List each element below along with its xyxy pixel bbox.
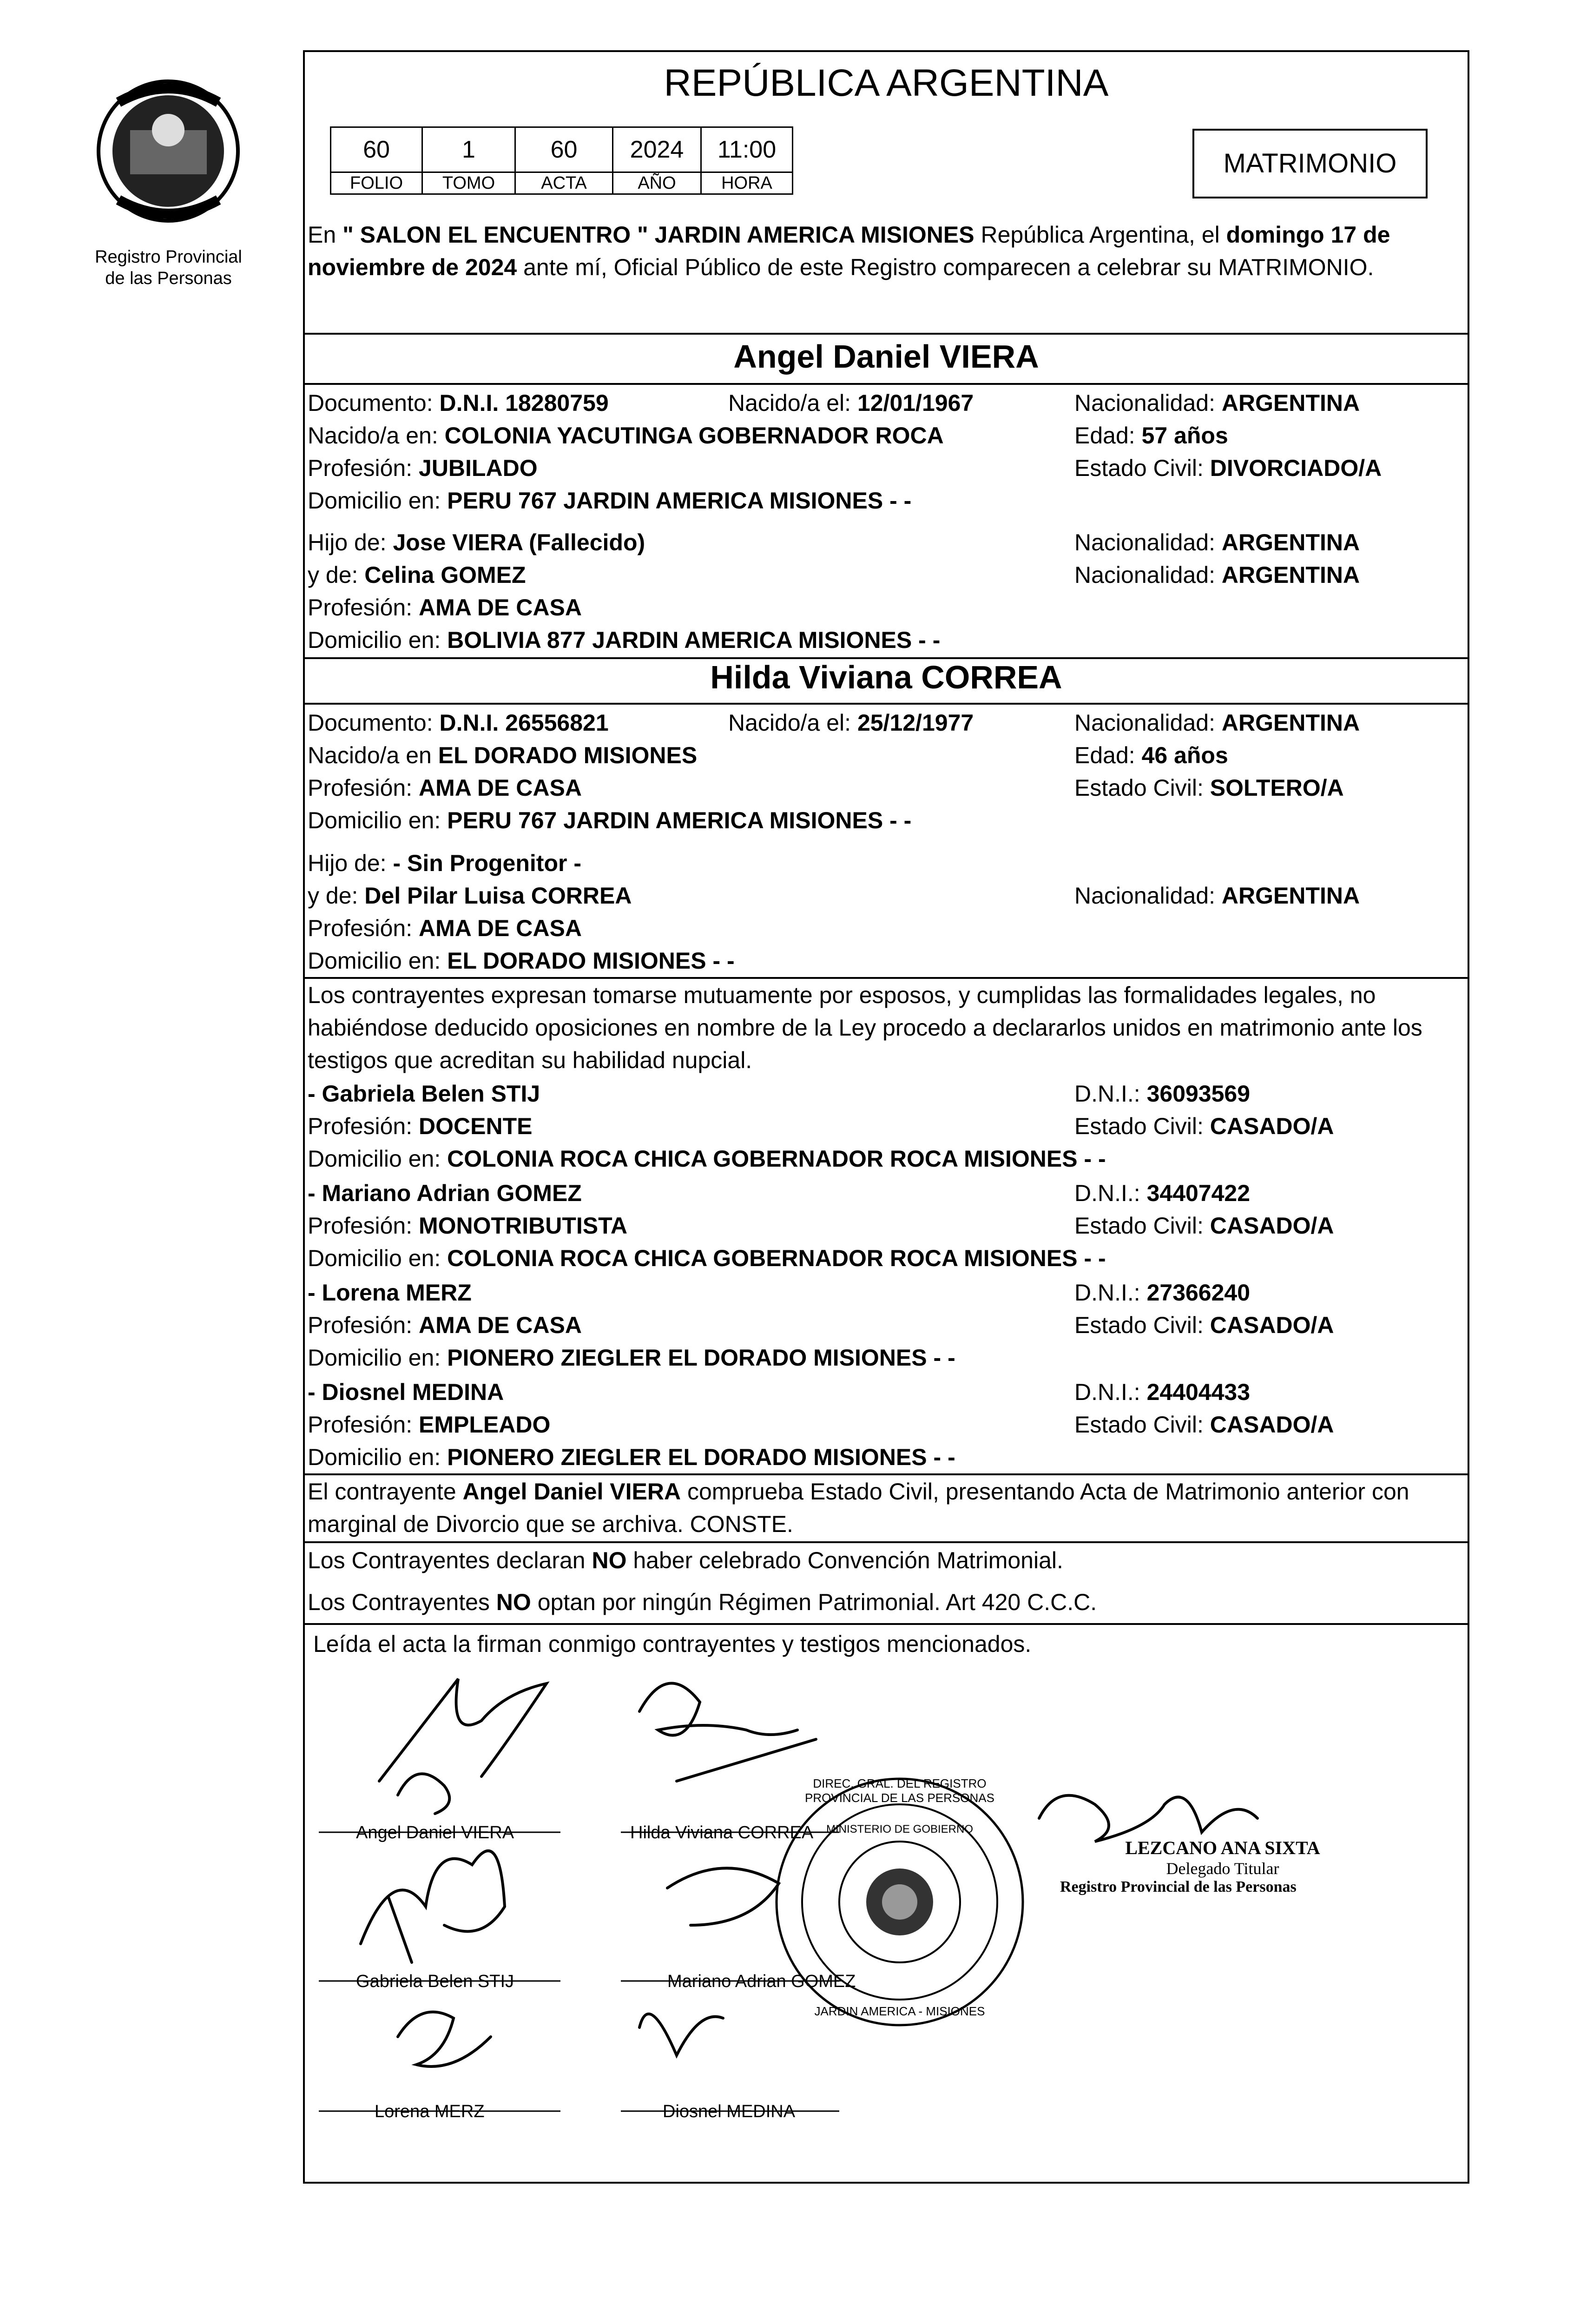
- note-text-2: comprueba Estado Civil, presentando Acta de Matrimonio anterior con marginal de Divorcio que se archiva. CONSTE.: [308, 1479, 1409, 1537]
- spouse1-row2: [308, 419, 1465, 452]
- spouse2-row3: [308, 772, 1465, 804]
- witness-profession: AMA DE CASA: [419, 1312, 582, 1338]
- marriage-certificate: [303, 50, 1469, 2184]
- label: Profesión:: [308, 1412, 419, 1438]
- ano-header: AÑO: [612, 172, 702, 195]
- spouse1-address: PERU 767 JARDIN AMERICA MISIONES - -: [447, 488, 912, 514]
- witness-civil-status: CASADO/A: [1210, 1213, 1334, 1239]
- spouse2-parents-profession: AMA DE CASA: [419, 915, 582, 941]
- spouse1-row6: [308, 559, 1465, 591]
- closing-statement: Leída el acta la firman conmigo contrayentes y testigos mencionados.: [313, 1631, 1032, 1657]
- intro-text-3: ante mí, Oficial Público de este Registro comparecen a celebrar su MATRIMONIO.: [517, 254, 1374, 280]
- spouse1-dni: D.N.I. 18280759: [439, 390, 609, 416]
- label: Nacionalidad:: [1074, 562, 1222, 588]
- label: Domicilio en:: [308, 1146, 448, 1172]
- spouse1-mother-nationality: ARGENTINA: [1221, 562, 1360, 588]
- label: y de:: [308, 883, 365, 909]
- spouse1-father-nationality: ARGENTINA: [1221, 529, 1360, 555]
- label: Nacido/a el:: [728, 390, 857, 416]
- province-logo: [91, 74, 246, 232]
- spouse1-birthdate: 12/01/1967: [857, 390, 974, 416]
- spouse1-parents-profession: AMA DE CASA: [419, 594, 582, 621]
- label: Edad:: [1074, 742, 1142, 768]
- document-title: REPÚBLICA ARGENTINA: [664, 62, 1109, 104]
- spouse2-name: Hilda Viviana CORREA: [710, 659, 1062, 695]
- label: Profesión:: [308, 775, 419, 801]
- spouse2-age: 46 años: [1141, 742, 1228, 768]
- signature-label-3: Gabriela Belen STIJ: [356, 1972, 514, 1991]
- spouse1-civil-status: DIVORCIADO/A: [1210, 455, 1382, 481]
- convention-text-2: haber celebrado Convención Matrimonial.: [626, 1547, 1063, 1573]
- label: Estado Civil:: [1074, 455, 1210, 481]
- tomo-header: TOMO: [421, 172, 516, 195]
- label: Estado Civil:: [1074, 1412, 1210, 1438]
- label: Domicilio en:: [308, 488, 448, 514]
- regimen-text-2: optan por ningún Régimen Patrimonial. Art 420 C.C.C.: [531, 1589, 1097, 1615]
- hora-value: 11:00: [700, 126, 793, 173]
- witness-name: - Lorena MERZ: [308, 1280, 472, 1306]
- spouse1-name: Angel Daniel VIERA: [733, 338, 1039, 375]
- label: Hijo de:: [308, 850, 393, 876]
- spouse1-row7: [308, 591, 1465, 624]
- label: D.N.I.:: [1074, 1379, 1147, 1405]
- label: Nacionalidad:: [1074, 529, 1222, 555]
- spouse2-row8: [308, 944, 1465, 977]
- ceremony-place: " SALON EL ENCUENTRO " JARDIN AMERICA MISIONES: [342, 222, 974, 248]
- witness-dni: 24404433: [1146, 1379, 1251, 1405]
- spouse1-parents-address: BOLIVIA 877 JARDIN AMERICA MISIONES - -: [447, 627, 941, 653]
- act-type-box: [1192, 129, 1428, 198]
- act-type: MATRIMONIO: [1223, 148, 1397, 178]
- official-office: Registro Provincial de las Personas: [1060, 1878, 1297, 1895]
- label: Documento:: [308, 390, 440, 416]
- witness-dni: 36093569: [1146, 1081, 1251, 1107]
- spouse2-dni: D.N.I. 26556821: [439, 710, 609, 736]
- spouse2-birthdate: 25/12/1977: [857, 710, 974, 736]
- label: Profesión:: [308, 1113, 419, 1139]
- witness-address: PIONERO ZIEGLER EL DORADO MISIONES - -: [447, 1345, 955, 1371]
- declaration: Los contrayentes expresan tomarse mutuamente por esposos, y cumplidas las formalidades legales, no habiéndose deducido oposiciones en nombre de la Ley procedo a declararlos unidos en matrimonio ante los testigos que acreditan su habilidad nupcial.: [308, 982, 1422, 1073]
- label: Nacido/a el:: [728, 710, 857, 736]
- office-name-line1: Registro Provincial: [95, 247, 242, 267]
- signature-label-6: Diosnel MEDINA: [663, 2102, 796, 2121]
- witness-profession: MONOTRIBUTISTA: [419, 1213, 628, 1239]
- spouse2-mother: Del Pilar Luisa CORREA: [364, 883, 632, 909]
- label: Domicilio en:: [308, 948, 448, 974]
- label: y de:: [308, 562, 365, 588]
- spouse1-birthplace: COLONIA YACUTINGA GOBERNADOR ROCA: [444, 423, 944, 449]
- label: Profesión:: [308, 455, 419, 481]
- divider: [305, 333, 1468, 335]
- label: Domicilio en:: [308, 807, 448, 833]
- hora-header: HORA: [700, 172, 793, 195]
- convention-statement: [308, 1544, 1465, 1577]
- label: Estado Civil:: [1074, 775, 1210, 801]
- note-text-1: El contrayente: [308, 1479, 463, 1505]
- intro-text-1: En: [308, 222, 343, 248]
- spouse1-age: 57 años: [1141, 423, 1228, 449]
- official-name: LEZCANO ANA SIXTA: [1125, 1837, 1320, 1858]
- spouse1-row3: [308, 452, 1465, 484]
- spouse1-profession: JUBILADO: [419, 455, 538, 481]
- spouse2-parents-address: EL DORADO MISIONES - -: [447, 948, 735, 974]
- acta-value: 60: [514, 126, 613, 173]
- witness-profession: DOCENTE: [419, 1113, 533, 1139]
- witness-dni: 27366240: [1146, 1280, 1251, 1306]
- divorce-note: [308, 1475, 1465, 1540]
- witness-civil-status: CASADO/A: [1210, 1113, 1334, 1139]
- label: Documento:: [308, 710, 440, 736]
- divider: [305, 1623, 1468, 1625]
- witness-civil-status: CASADO/A: [1210, 1412, 1334, 1438]
- convention-text-1: Los Contrayentes declaran: [308, 1547, 592, 1573]
- seal-bottom-text: JARDIN AMERICA - MISIONES: [814, 2004, 985, 2018]
- label: D.N.I.:: [1074, 1081, 1147, 1107]
- label: Hijo de:: [308, 529, 393, 555]
- official-role: Delegado Titular: [1166, 1859, 1279, 1878]
- spouse1-row5: [308, 526, 1465, 559]
- seal-inner-text: MINISTERIO DE GOBIERNO: [826, 1823, 974, 1835]
- witness-dni: 34407422: [1146, 1180, 1251, 1206]
- folio-header: FOLIO: [330, 172, 423, 195]
- spouse1-father: Jose VIERA (Fallecido): [393, 529, 645, 555]
- witness-civil-status: CASADO/A: [1210, 1312, 1334, 1338]
- tomo-value: 1: [421, 126, 516, 173]
- witness-name: - Diosnel MEDINA: [308, 1379, 504, 1405]
- label: Domicilio en:: [308, 627, 448, 653]
- spouse2-civil-status: SOLTERO/A: [1210, 775, 1344, 801]
- regimen-text-1: Los Contrayentes: [308, 1589, 496, 1615]
- witness-address: COLONIA ROCA CHICA GOBERNADOR ROCA MISIONES - -: [447, 1146, 1106, 1172]
- label: Nacionalidad:: [1074, 390, 1222, 416]
- spouse2-profession: AMA DE CASA: [419, 775, 582, 801]
- label: Domicilio en:: [308, 1245, 448, 1271]
- witness-name: - Gabriela Belen STIJ: [308, 1081, 540, 1107]
- label: Domicilio en:: [308, 1444, 448, 1470]
- official-seal: [770, 1772, 1030, 2032]
- label: Nacido/a en:: [308, 423, 445, 449]
- spouse2-father: - Sin Progenitor -: [393, 850, 581, 876]
- office-name-line2: de las Personas: [105, 269, 232, 288]
- ceremony-date: domingo 17 de noviembre de 2024: [308, 222, 1390, 280]
- folio-value: 60: [330, 126, 423, 173]
- label: Nacionalidad:: [1074, 883, 1222, 909]
- official-signature-block: [1060, 1837, 1460, 1896]
- spouse2-row7: [308, 912, 1465, 944]
- regimen-no: NO: [496, 1589, 531, 1615]
- label: Edad:: [1074, 423, 1142, 449]
- signature-label-4: Mariano Adrian GOMEZ: [667, 1972, 856, 1991]
- convention-no: NO: [592, 1547, 627, 1573]
- signature-label-5: Lorena MERZ: [375, 2102, 485, 2121]
- spouse1-row8: [308, 624, 1465, 656]
- spouse1-nationality: ARGENTINA: [1221, 390, 1360, 416]
- spouse2-row2: [308, 739, 1465, 772]
- divider: [305, 383, 1468, 385]
- registry-table: [330, 126, 874, 196]
- spouse2-row6: [308, 879, 1465, 912]
- label: Estado Civil:: [1074, 1113, 1210, 1139]
- witness-profession: EMPLEADO: [419, 1412, 551, 1438]
- spouse2-mother-nationality: ARGENTINA: [1221, 883, 1360, 909]
- divider: [305, 703, 1468, 705]
- seal-outer-text: DIREC. GRAL. DEL REGISTRO PROVINCIAL DE LAS PERSONAS: [805, 1776, 994, 1805]
- label: Profesión:: [308, 594, 419, 621]
- spouse2-birthplace: EL DORADO MISIONES: [438, 742, 698, 768]
- label: Nacionalidad:: [1074, 710, 1222, 736]
- label: Profesión:: [308, 915, 419, 941]
- intro-text-2: República Argentina, el: [974, 222, 1226, 248]
- spouse1-mother: Celina GOMEZ: [364, 562, 526, 588]
- spouse1-row1: [308, 387, 1465, 419]
- signature-label-1: Angel Daniel VIERA: [356, 1823, 514, 1842]
- label: Profesión:: [308, 1312, 419, 1338]
- spouse2-row4: [308, 804, 1465, 837]
- label: Profesión:: [308, 1213, 419, 1239]
- intro-paragraph: [308, 218, 1465, 284]
- spouse2-row1: [308, 706, 1465, 739]
- ano-value: 2024: [612, 126, 702, 173]
- witness-address: COLONIA ROCA CHICA GOBERNADOR ROCA MISIONES - -: [447, 1245, 1106, 1271]
- signature-label-2: Hilda Viviana CORREA: [630, 1823, 814, 1842]
- label: D.N.I.:: [1074, 1280, 1147, 1306]
- logo-caption: [74, 246, 263, 289]
- regimen-statement: [308, 1586, 1465, 1618]
- witness-name: - Mariano Adrian GOMEZ: [308, 1180, 582, 1206]
- spouse2-nationality: ARGENTINA: [1221, 710, 1360, 736]
- label: Estado Civil:: [1074, 1213, 1210, 1239]
- label: Nacido/a en: [308, 742, 438, 768]
- spouse2-address: PERU 767 JARDIN AMERICA MISIONES - -: [447, 807, 912, 833]
- divider: [305, 1541, 1468, 1543]
- acta-header: ACTA: [514, 172, 613, 195]
- label: D.N.I.:: [1074, 1180, 1147, 1206]
- label: Estado Civil:: [1074, 1312, 1210, 1338]
- witness-address: PIONERO ZIEGLER EL DORADO MISIONES - -: [447, 1444, 955, 1470]
- label: Domicilio en:: [308, 1345, 448, 1371]
- spouse2-row5: [308, 847, 1465, 879]
- spouse1-row4: [308, 484, 1465, 517]
- note-name: Angel Daniel VIERA: [462, 1479, 681, 1505]
